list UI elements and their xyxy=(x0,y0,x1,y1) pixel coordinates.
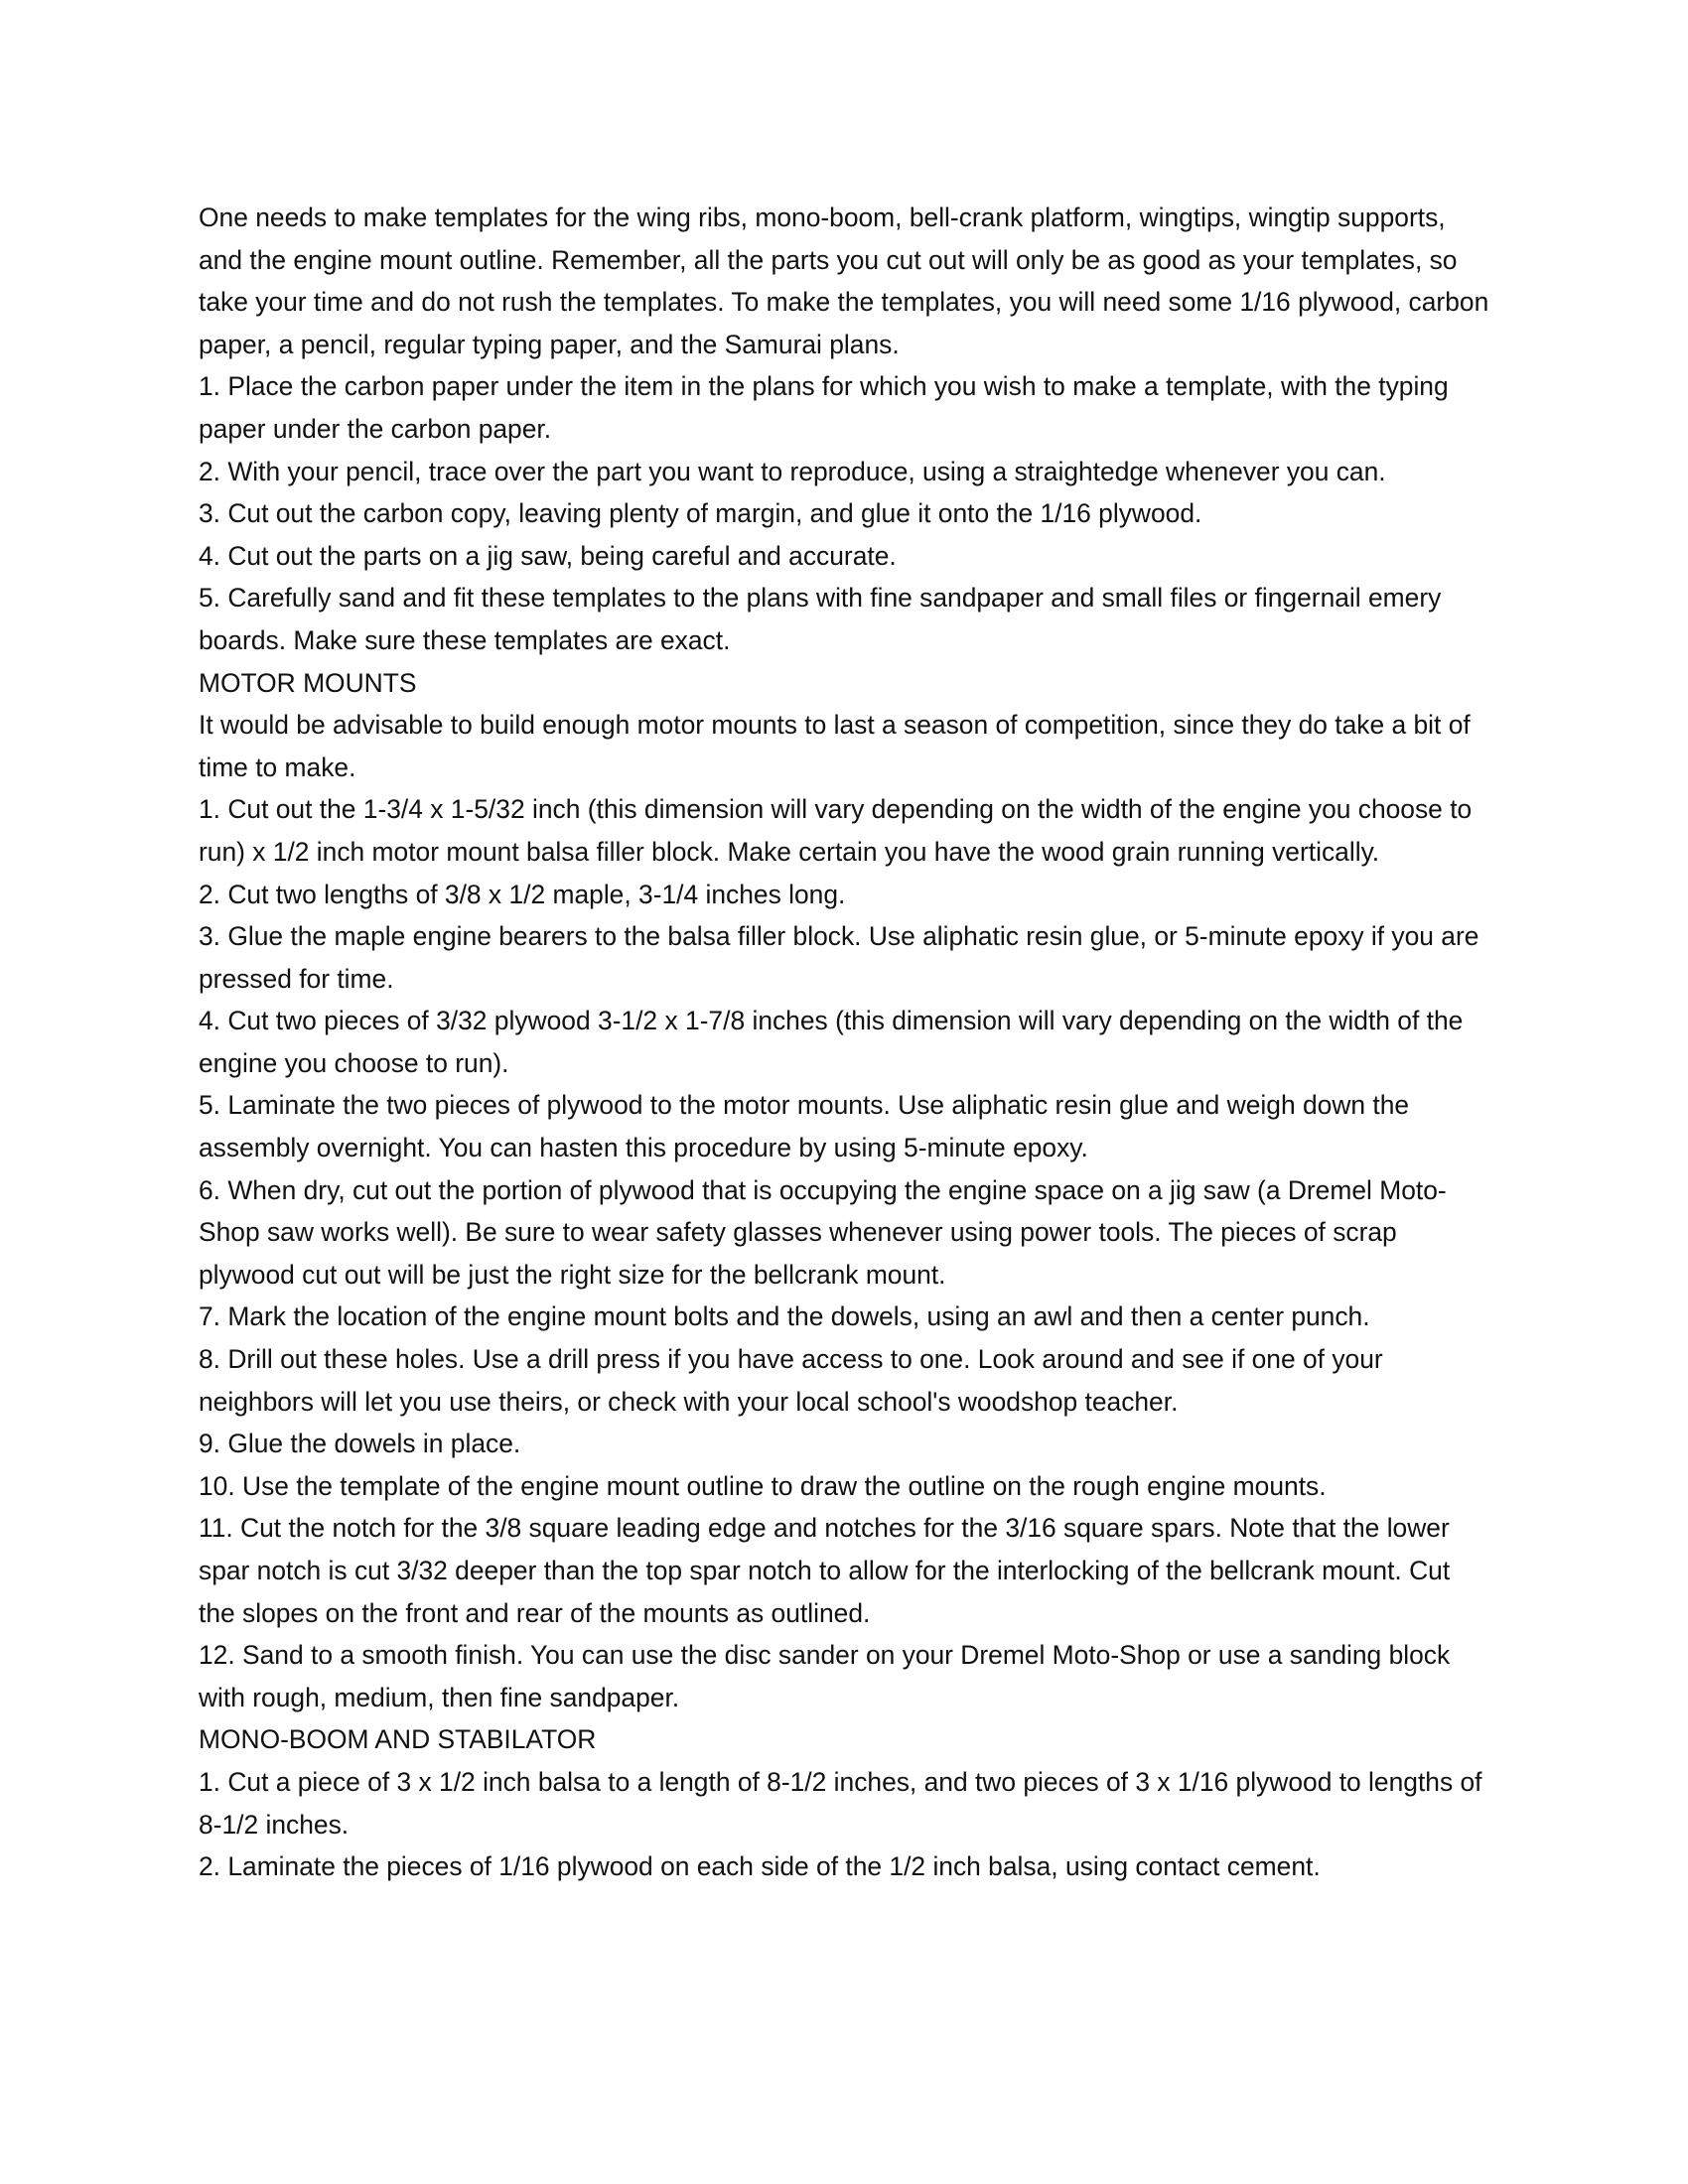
section-heading-mono-boom: MONO-BOOM AND STABILATOR xyxy=(199,1724,597,1755)
motor-mount-step-11: 11. Cut the notch for the 3/8 square leading edge and notches for the 3/16 square spars. Note that the lower spar notch is cut 3/32 deeper than the top spar notch to allow for the interlocking of the bellcrank mount. Cut the slopes on the front and rear of the mounts as outlined. xyxy=(199,1513,1451,1628)
motor-mount-step-7: 7. Mark the location of the engine mount bolts and the dowels, using an awl and then a center punch. xyxy=(199,1301,1370,1332)
template-step-3: 3. Cut out the carbon copy, leaving plenty of margin, and glue it onto the 1/16 plywood. xyxy=(199,498,1202,529)
motor-mount-step-4: 4. Cut two pieces of 3/32 plywood 3-1/2 x 1-7/8 inches (this dimension will vary depending on the width of the engine you choose to run). xyxy=(199,1006,1464,1078)
motor-mount-step-6: 6. When dry, cut out the portion of plywood that is occupying the engine space on a jig saw (a Dremel Moto-Shop saw works well). Be sure to wear safety glasses whenever using power tools. The pieces of scrap plywood cut out will be just the right size for the bellcrank mount. xyxy=(199,1174,1447,1290)
template-step-5: 5. Carefully sand and fit these templates to the plans with fine sandpaper and small files or fingernail emery boards. Make sure these templates are exact. xyxy=(199,583,1442,655)
motor-mount-step-10: 10. Use the template of the engine mount outline to draw the outline on the rough engine mounts. xyxy=(199,1470,1327,1501)
motor-mounts-intro: It would be advisable to build enough motor mounts to last a season of competition, since they do take a bit of time to make. xyxy=(199,710,1471,782)
motor-mount-step-12: 12. Sand to a smooth finish. You can use the disc sander on your Dremel Moto-Shop or use a sanding block with rough, medium, then fine sandpaper. xyxy=(199,1640,1451,1712)
mono-boom-step-1: 1. Cut a piece of 3 x 1/2 inch balsa to a length of 8-1/2 inches, and two pieces of 3 x 1/16 plywood to lengths of 8-1/2 inches. xyxy=(199,1766,1482,1840)
template-step-4: 4. Cut out the parts on a jig saw, being careful and accurate. xyxy=(199,540,897,571)
motor-mount-step-8: 8. Drill out these holes. Use a drill press if you have access to one. Look around and see if one of your neighbors will let you use theirs, or check with your local school's woodshop teacher. xyxy=(199,1344,1383,1417)
section-heading-motor-mounts: MOTOR MOUNTS xyxy=(199,667,417,698)
motor-mount-step-9: 9. Glue the dowels in place. xyxy=(199,1429,521,1459)
motor-mount-step-2: 2. Cut two lengths of 3/8 x 1/2 maple, 3-1/4 inches long. xyxy=(199,879,846,909)
motor-mount-step-1: 1. Cut out the 1-3/4 x 1-5/32 inch (this dimension will vary depending on the width of the engine you choose to run) x 1/2 inch motor mount balsa filler block. Make certain you have the wood grain running vertically. xyxy=(199,794,1473,867)
intro-paragraph: One needs to make templates for the wing ribs, mono-boom, bell-crank platform, wingtips, wingtip supports, and the engine mount outline. Remember, all the parts you cut out will only be as good as your templates, so take your time and do not rush the templates. To make the templates, you will need some 1/16 plywood, carbon paper, a pencil, regular typing paper, and the Samurai plans. xyxy=(199,203,1489,359)
document-body xyxy=(199,197,1489,1888)
mono-boom-step-2: 2. Laminate the pieces of 1/16 plywood on each side of the 1/2 inch balsa, using contact cement. xyxy=(199,1851,1321,1882)
template-step-1: 1. Place the carbon paper under the item in the plans for which you wish to make a template, with the typing paper under the carbon paper. xyxy=(199,371,1449,444)
motor-mount-step-3: 3. Glue the maple engine bearers to the balsa filler block. Use aliphatic resin glue, or 5-minute epoxy if you are pressed for time. xyxy=(199,921,1479,994)
template-step-2: 2. With your pencil, trace over the part you want to reproduce, using a straightedge whenever you can. xyxy=(199,456,1386,486)
motor-mount-step-5: 5. Laminate the two pieces of plywood to the motor mounts. Use aliphatic resin glue and weigh down the assembly overnight. You can hasten this procedure by using 5-minute epoxy. xyxy=(199,1090,1410,1163)
